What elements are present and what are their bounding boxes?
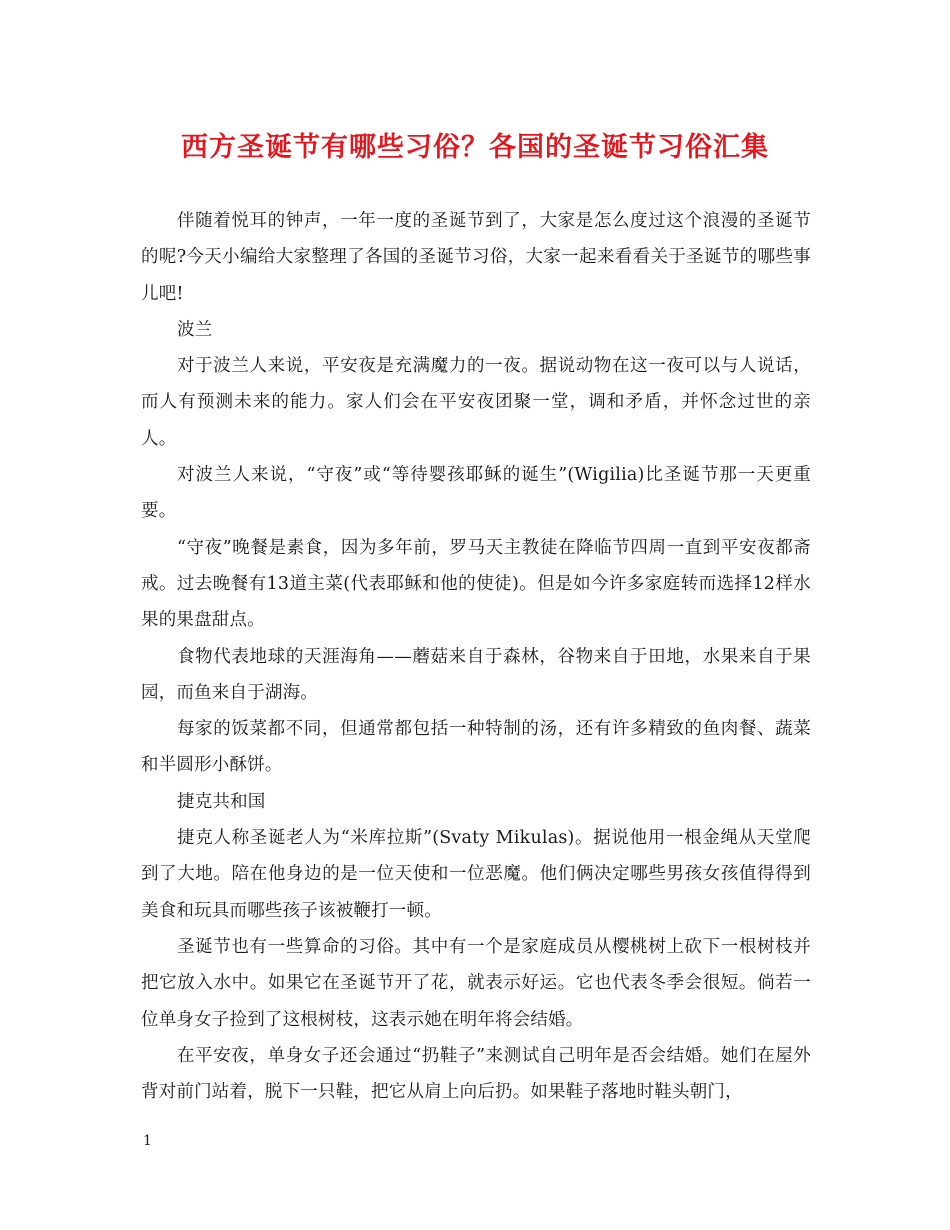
- page-number: 1: [143, 1133, 152, 1149]
- paragraph: “守夜”晚餐是素食，因为多年前，罗马天主教徒在降临节四周一直到平安夜都斋戒。过去晚餐有13道主菜(代表耶稣和他的使徒)。但是如今许多家庭转而选择12样水果的果盘甜点。: [141, 537, 811, 631]
- paragraph: 食物代表地球的天涯海角——蘑菇来自于森林，谷物来自于田地，水果来自于果园，而鱼来自于湖海。: [141, 646, 811, 703]
- paragraph: 捷克人称圣诞老人为“米库拉斯”(Svaty Mikulas)。据说他用一根金绳从天堂爬到了大地。陪在他身边的是一位天使和一位恶魔。他们俩决定哪些男孩女孩值得得到美食和玩具而哪些孩子该被鞭打一顿。: [141, 828, 811, 921]
- paragraph: 圣诞节也有一些算命的习俗。其中有一个是家庭成员从樱桃树上砍下一根树枝并把它放入水中。如果它在圣诞节开了花，就表示好运。它也代表冬季会很短。倘若一位单身女子捡到了这根树枝，这表示她在明年将会结婚。: [141, 936, 811, 1030]
- paragraph: 在平安夜，单身女子还会通过“扔鞋子”来测试自己明年是否会结婚。她们在屋外背对前门站着，脱下一只鞋，把它从肩上向后扔。如果鞋子落地时鞋头朝门，: [141, 1045, 811, 1103]
- paragraph: 对于波兰人来说，平安夜是充满魔力的一夜。据说动物在这一夜可以与人说话，而人有预测未来的能力。家人们会在平安夜团聚一堂，调和矛盾，并怀念过世的亲人。: [141, 356, 811, 449]
- document-body: [141, 203, 811, 1110]
- section-heading-czech-republic: 捷克共和国: [177, 791, 266, 812]
- paragraph: 对波兰人来说，“守夜”或“等待婴孩耶稣的诞生”(Wigilia)比圣诞节那一天更重要。: [141, 465, 811, 522]
- paragraph: 每家的饭菜都不同，但通常都包括一种特制的汤，还有许多精致的鱼肉餐、蔬菜和半圆形小酥饼。: [141, 719, 811, 776]
- paragraph-intro: 伴随着悦耳的钟声，一年一度的圣诞节到了，大家是怎么度过这个浪漫的圣诞节的呢?今天小编给大家整理了各国的圣诞节习俗，大家一起来看看关于圣诞节的哪些事儿吧!: [141, 211, 811, 304]
- page-title: 西方圣诞节有哪些习俗？各国的圣诞节习俗汇集: [181, 132, 769, 163]
- section-heading-poland: 波兰: [177, 319, 213, 340]
